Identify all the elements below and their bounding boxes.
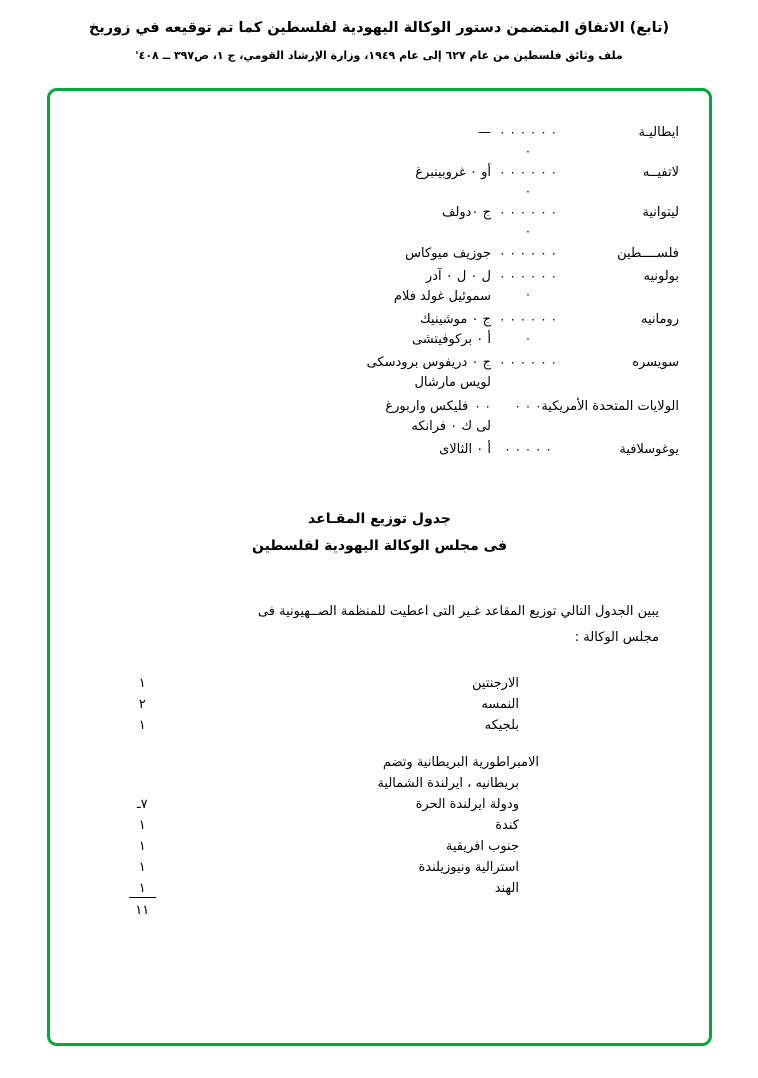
section-heading-line1: جدول توزيع المقـاعد [308,510,451,527]
delegate-names [80,440,495,460]
seat-group-header: الامبراطورية البريطانية وتضم [382,755,539,771]
page-source-citation: ملف وثائق فلسطين من عام ٦٢٧ إلى عام ١٩٤٩، وزارة الإرشاد القومي، ج ١، ص٣٩٧ ــ ٤٠٨' [135,48,623,62]
leader-dots: ٠ ٠ ٠ [514,398,542,413]
table-row [80,673,679,694]
seat-count: ١ [138,860,146,876]
list-item [80,440,679,460]
spacer-cell [80,736,204,752]
delegate-names [80,163,495,183]
seat-label: بلجيكه [484,718,519,734]
document-header [0,0,758,64]
seat-label: بريطانيه ، ايرلندة الشمالية [377,776,519,792]
delegate-name: جوزيف ميوكاس [405,245,491,261]
delegate-name: ل ٠ ل ٠ آدر [425,268,491,284]
seat-label: كندة [495,818,519,834]
delegate-name: أ ٠ الثالاى [439,441,491,457]
content-frame [47,88,712,1046]
delegates-list [80,123,679,460]
delegate-name: أو ٠ غروبينبرغ [415,165,491,181]
table-row [80,836,679,857]
intro-paragraph [80,599,679,651]
delegate-name: لويس مارشال [414,375,491,391]
delegate-country: ليتوانية [642,205,679,221]
list-item [80,353,679,393]
list-item [80,163,679,200]
seat-count: ١ [138,676,146,692]
seat-label: جنوب افريقية [445,839,519,855]
section-heading [80,506,679,559]
page-title: (تابع) الاتفاق المتضمن دستور الوكالة اليهودية لفلسطين كما تم توقيعه في زوريخ [88,20,670,36]
table-row [80,752,679,773]
delegate-names [80,353,495,393]
delegate-names [80,310,495,350]
leader-dots: ٠ ٠ ٠ ٠ ٠ ٠ ٠ [499,205,557,238]
intro-line-1: يبين الجدول التالي توزيع المقاعد غـير التى اعطيت للمنظمة الصــهيونية فى [257,604,659,620]
leader-dots: ٠ ٠ ٠ ٠ ٠ [504,441,552,456]
seat-count-final [80,878,204,901]
table-row [80,794,679,815]
delegate-country: الولايات المتحدة الأمريكية [541,398,679,414]
delegate-name: ج ٠ دريفوس برودسكى [366,355,491,371]
seat-label: ودولة ايرلندة الحرة [415,797,519,813]
delegate-country: رومانيه [641,311,679,327]
delegate-country: يوغوسلافية [619,441,679,457]
delegate-names [80,203,495,223]
delegate-name: لى ك ٠ فرانكه [411,418,491,434]
seat-count: ٧ـ [136,797,148,813]
list-item [80,244,679,264]
seat-count: ١ [138,839,146,855]
leader-dots: ٠ ٠ ٠ ٠ ٠ ٠ ٠ [499,165,557,198]
table-row [80,694,679,715]
delegate-name: — [478,125,491,140]
table-row [80,773,679,794]
delegate-name: ج ٠ موشينيك [420,311,491,327]
seat-label: الهند [494,881,519,897]
seat-count: ١ [129,881,156,898]
leader-dots: ٠ ٠ ٠ ٠ ٠ ٠ ٠ [499,311,557,345]
list-item [80,397,679,437]
seat-count: ١ [138,718,146,734]
delegate-name: فليكس واربورغ [385,398,469,414]
table-row [80,857,679,878]
list-item [80,123,679,160]
delegate-names [80,397,495,437]
seat-count: ١ [138,818,146,834]
seat-label: الارجنتين [471,676,519,692]
table-row-spacer [80,736,679,752]
delegate-country: ايطاليـة [638,125,679,140]
delegate-names [80,244,495,264]
seat-count [80,752,204,773]
seat-distribution-table [80,673,679,921]
total-label [204,901,679,921]
table-row [80,715,679,736]
delegate-names [80,267,495,307]
leader-dots: ٠ ٠ ٠ ٠ ٠ ٠ ٠ [499,268,557,302]
list-item [80,310,679,350]
leader-dots: ٠ ٠ ٠ ٠ ٠ ٠ [499,355,557,370]
delegate-name: سموئيل غولد فلام [393,288,491,304]
delegate-names [80,123,495,143]
table-row [80,815,679,836]
delegate-country: بولونيه [643,268,679,284]
delegate-country: فلســــطين [617,245,679,261]
table-row [80,878,679,901]
delegate-name: أ ٠ بركوفيتشى [411,332,491,348]
delegate-name: ج ٠دولف [441,205,491,221]
leader-dots: ٠ ٠ ٠ ٠ ٠ ٠ [499,245,557,260]
list-item [80,267,679,307]
leader-dots-secondary: ٠ ٠ [474,398,491,413]
content-frame-inner [50,91,709,1043]
delegate-country: سويسره [632,355,679,371]
delegate-country: لاتفيــه [642,165,679,181]
leader-dots: ٠ ٠ ٠ ٠ ٠ ٠ ٠ [499,125,557,158]
section-heading-line2: فى مجلس الوكالة اليهودية لفلسطين [251,537,508,554]
intro-line-2: مجلس الوكالة : [574,630,659,646]
list-item [80,203,679,240]
seat-label: استرالية ونيوزيلندة [418,860,519,876]
total-count: ١١ [135,903,150,919]
seat-count: ٢ [138,697,146,713]
spacer-cell [204,736,679,752]
seat-count [80,773,204,794]
table-row-total [80,901,679,921]
seat-label: النمسه [481,697,519,713]
delegate-name-with-dots [80,397,491,417]
